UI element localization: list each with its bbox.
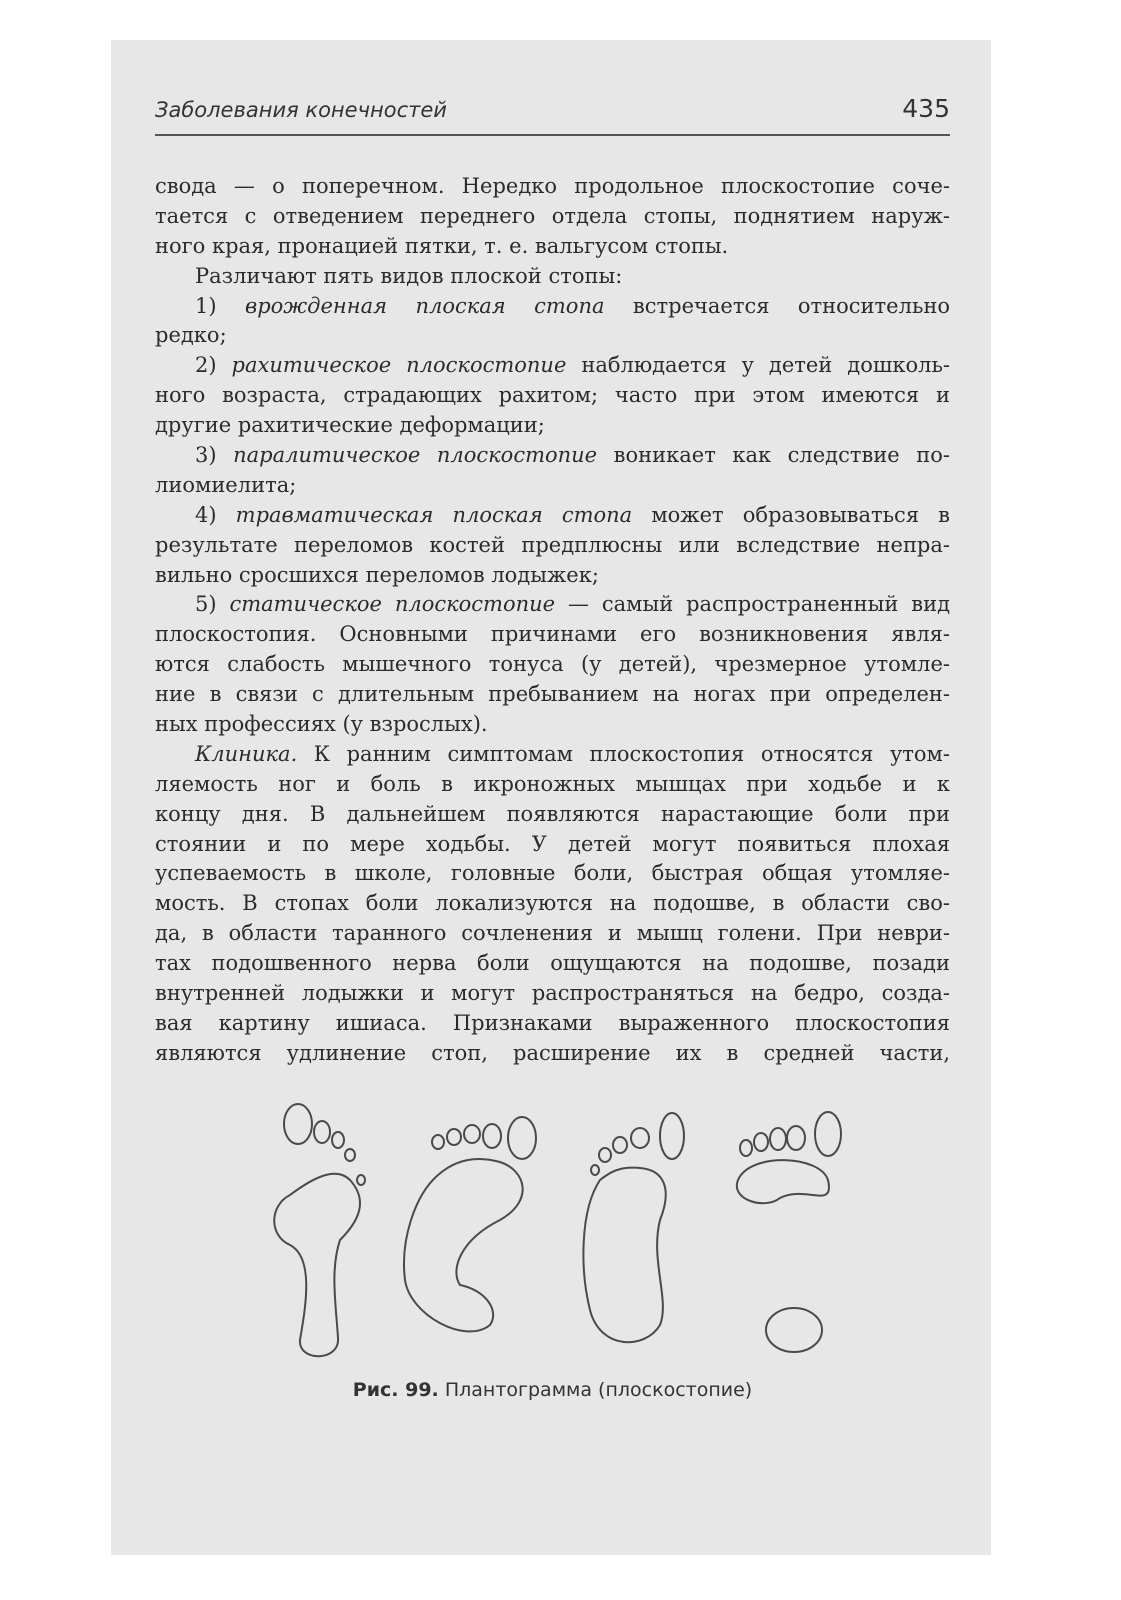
italic-term: рахитическое плоскостопие	[231, 353, 567, 378]
text-segment: К ранним симптомам плоскостопия относятся утом-	[297, 741, 950, 766]
text-segment: плоскостопия. Основными причинами его возникновения явля-	[155, 622, 950, 647]
text-line	[155, 172, 950, 202]
text-segment: ных профессиях (у взрослых).	[155, 712, 488, 737]
header-rule	[155, 134, 950, 136]
figure-caption	[155, 1379, 950, 1401]
text-line	[155, 292, 950, 322]
text-segment: 4)	[195, 502, 236, 527]
text-segment: вильно сросшихся переломов лодыжек;	[155, 562, 599, 587]
text-segment: мость. В стопах боли локализуются на подошве, в области сво-	[155, 891, 950, 916]
text-segment: может образовываться в	[632, 502, 950, 527]
body-text	[155, 172, 950, 1069]
text-line	[155, 800, 950, 830]
text-segment: 2)	[195, 353, 232, 378]
italic-term: паралитическое плоскостопие	[233, 443, 598, 468]
text-line	[155, 979, 950, 1009]
text-line	[155, 859, 950, 889]
text-line	[155, 531, 950, 561]
text-line	[155, 620, 950, 650]
running-title: Заболевания конечностей	[155, 98, 447, 122]
figure-caption-label: Рис. 99.	[352, 1379, 439, 1401]
footprint-1	[274, 1104, 365, 1356]
text-segment: 3)	[195, 443, 234, 468]
text-line	[155, 949, 950, 979]
text-line	[155, 471, 950, 501]
text-segment: концу дня. В дальнейшем появляются нарастающие боли при	[155, 801, 950, 826]
italic-term: Клиника.	[195, 741, 298, 766]
text-segment: ного края, пронацией пятки, т. е. вальгусом стопы.	[155, 233, 729, 258]
text-line	[155, 919, 950, 949]
text-line	[155, 321, 950, 351]
text-segment: внутренней лодыжки и могут распространяться на бедро, созда-	[155, 981, 950, 1006]
text-line	[155, 381, 950, 411]
text-line	[155, 202, 950, 232]
text-segment: тах подошвенного нерва боли ощущаются на подошве, позади	[155, 951, 950, 976]
running-head	[155, 92, 950, 132]
text-segment: стоянии и по мере ходьбы. У детей могут появиться плохая	[155, 831, 950, 856]
plantogram-illustration	[260, 1100, 860, 1360]
italic-term: статическое плоскостопие	[229, 592, 556, 617]
text-segment: редко;	[155, 323, 227, 348]
text-line	[155, 351, 950, 381]
text-line	[155, 232, 950, 262]
text-segment: встречается относительно	[604, 293, 951, 318]
text-line	[155, 710, 950, 740]
text-line	[155, 889, 950, 919]
text-line	[155, 740, 950, 770]
italic-term: врожденная плоская стопа	[245, 293, 605, 318]
text-segment: вая картину ишиаса. Признаками выраженного плоскостопия	[155, 1010, 950, 1035]
footprint-4	[737, 1112, 841, 1352]
text-line	[155, 590, 950, 620]
text-segment: являются удлинение стоп, расширение их в средней части,	[155, 1040, 950, 1065]
text-segment: другие рахитические деформации;	[155, 413, 545, 438]
text-segment: ются слабость мышечного тонуса (у детей), чрезмерное утомле-	[155, 652, 950, 677]
footprint-3	[583, 1113, 684, 1342]
text-segment: результате переломов костей предплюсны или вследствие непра-	[155, 532, 950, 557]
text-line	[155, 561, 950, 591]
text-line	[155, 650, 950, 680]
text-segment: ние в связи с длительным пребыванием на ногах при определен-	[155, 682, 950, 707]
text-segment: Различают пять видов плоской стопы:	[195, 263, 623, 288]
text-segment: успеваемость в школе, головные боли, быстрая общая утомляе-	[155, 861, 950, 886]
text-line	[155, 1009, 950, 1039]
text-line	[155, 441, 950, 471]
text-segment: лиомиелита;	[155, 472, 297, 497]
text-segment: свода — о поперечном. Нередко продольное плоскостопие соче-	[155, 174, 950, 198]
text-segment: тается с отведением переднего отдела стопы, поднятием наруж-	[155, 203, 950, 228]
figure-caption-text: Плантограмма (плоскостопие)	[438, 1379, 753, 1401]
text-segment: 5)	[195, 592, 230, 617]
text-line	[155, 770, 950, 800]
text-segment: ного возраста, страдающих рахитом; часто при этом имеются и	[155, 383, 950, 408]
text-line	[155, 411, 950, 441]
text-segment: воникает как следствие по-	[597, 443, 950, 468]
footprint-2	[404, 1117, 536, 1331]
italic-term: травматическая плоская стопа	[235, 502, 633, 527]
text-segment: 1)	[195, 293, 245, 318]
page-number: 435	[902, 94, 950, 123]
text-line	[155, 830, 950, 860]
text-line	[155, 262, 950, 292]
text-line	[155, 501, 950, 531]
text-segment: ляемость ног и боль в икроножных мышцах при ходьбе и к	[155, 771, 950, 796]
plantogram-figure	[260, 1100, 860, 1360]
text-line	[155, 680, 950, 710]
text-segment: да, в области таранного сочленения и мышц голени. При неври-	[155, 921, 950, 946]
text-line	[155, 1039, 950, 1069]
text-segment: наблюдается у детей дошколь-	[566, 353, 950, 378]
text-segment: — самый распространенный вид	[555, 592, 950, 617]
